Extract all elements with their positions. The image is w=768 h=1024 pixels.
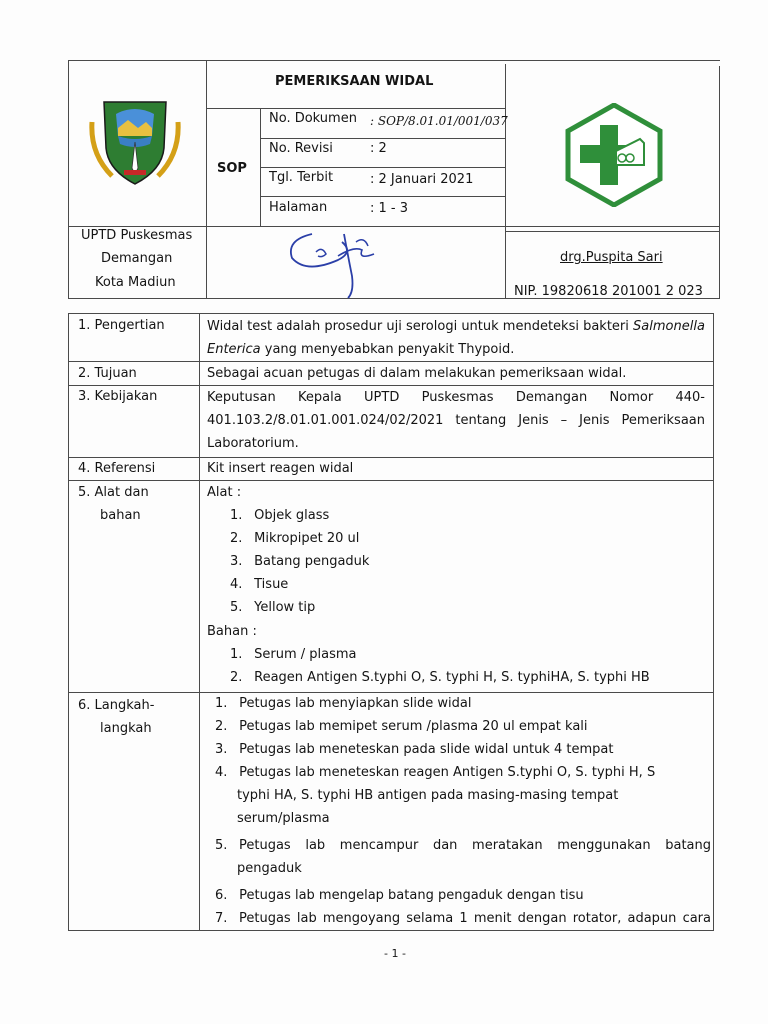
issue-date-value: : 2 Januari 2021 xyxy=(370,172,474,187)
step-item: 4. Petugas lab meneteskan reagen Antigen S.typhi O, S. typhi H, S xyxy=(215,765,656,780)
list-item: 3. Batang pengaduk xyxy=(230,554,370,569)
label-langkah-2: langkah xyxy=(100,721,152,736)
kebijakan-line-3: Laboratorium. xyxy=(207,436,299,451)
label-alat-bahan-1: 5. Alat dan xyxy=(78,485,149,500)
revision-value: : 2 xyxy=(370,141,387,156)
list-item: 2. Reagen Antigen S.typhi O, S. typhi H, S. typhiHA, S. typhi HB xyxy=(230,670,650,685)
body-tujuan: Sebagai acuan petugas di dalam melakukan pemeriksaan widal. xyxy=(207,366,627,381)
step-item-cont: serum/plasma xyxy=(237,811,330,826)
label-alat-bahan xyxy=(78,481,149,527)
list-item: 5. Yellow tip xyxy=(230,600,316,615)
bahan-heading: Bahan : xyxy=(207,624,257,639)
label-pengertian: 1. Pengertian xyxy=(78,318,165,333)
signer-name: drg.Puspita Sari xyxy=(560,250,663,265)
issue-date-label: Tgl. Terbit xyxy=(269,170,334,185)
body-pengertian xyxy=(207,315,707,361)
label-kebijakan: 3. Kebijakan xyxy=(78,389,158,404)
body-referensi: Kit insert reagen widal xyxy=(207,461,354,476)
step-item: 7. Petugas lab mengoyang selama 1 menit dengan rotator, adapun cara xyxy=(215,911,711,926)
body-kebijakan xyxy=(207,386,705,455)
label-alat-bahan-2: bahan xyxy=(100,508,141,523)
pengertian-text-1: Widal test adalah prosedur uji serologi untuk mendeteksi bakteri xyxy=(207,319,634,334)
label-tujuan: 2. Tujuan xyxy=(78,366,137,381)
doc-number-value: : SOP/8.01.01/001/037 xyxy=(370,114,508,128)
kebijakan-line-2: 401.103.2/8.01.01.001.024/02/2021 tentang Jenis – Jenis Pemeriksaan xyxy=(207,413,705,428)
step-item: 2. Petugas lab memipet serum /plasma 20 ul empat kali xyxy=(215,719,588,734)
doc-number-label: No. Dokumen xyxy=(269,111,357,126)
list-item: 2. Mikropipet 20 ul xyxy=(230,531,360,546)
document-title: PEMERIKSAAN WIDAL xyxy=(275,74,434,89)
alat-heading: Alat : xyxy=(207,485,242,500)
page-count-label: Halaman xyxy=(269,200,328,215)
label-langkah xyxy=(78,694,154,740)
step-item-cont: pengaduk xyxy=(237,861,302,876)
pengertian-text-4: yang menyebabkan penyakit Thypoid. xyxy=(260,342,515,357)
pengertian-text-3: Enterica xyxy=(207,342,261,357)
list-item: 1. Objek glass xyxy=(230,508,330,523)
puskesmas-logo-icon xyxy=(562,103,666,207)
page-number: - 1 - xyxy=(384,947,406,960)
label-langkah-1: 6. Langkah- xyxy=(78,698,155,713)
org-line-2: Demangan xyxy=(101,251,173,266)
step-item: 3. Petugas lab meneteskan pada slide widal untuk 4 tempat xyxy=(215,742,614,757)
body-langkah xyxy=(215,692,711,930)
sop-label: SOP xyxy=(217,161,247,176)
label-referensi: 4. Referensi xyxy=(78,461,156,476)
org-line-1: UPTD Puskesmas xyxy=(81,228,193,243)
org-line-3: Kota Madiun xyxy=(95,275,176,290)
page-count-value: : 1 - 3 xyxy=(370,201,409,216)
signer-nip: NIP. 19820618 201001 2 023 xyxy=(514,284,703,299)
step-item: 6. Petugas lab mengelap batang pengaduk dengan tisu xyxy=(215,888,584,903)
revision-label: No. Revisi xyxy=(269,141,333,156)
step-item: 1. Petugas lab menyiapkan slide widal xyxy=(215,696,472,711)
step-item-cont: typhi HA, S. typhi HB antigen pada masing-masing tempat xyxy=(237,788,619,803)
city-emblem-icon xyxy=(86,92,184,190)
kebijakan-line-1: Keputusan Kepala UPTD Puskesmas Demangan Nomor 440- xyxy=(207,390,705,405)
step-item: 5. Petugas lab mencampur dan meratakan menggunakan batang xyxy=(215,838,711,853)
pengertian-text-2: Salmonella xyxy=(633,319,705,334)
body-alat-bahan xyxy=(207,481,707,689)
signature-icon xyxy=(282,226,392,302)
list-item: 4. Tisue xyxy=(230,577,289,592)
list-item: 1. Serum / plasma xyxy=(230,647,357,662)
